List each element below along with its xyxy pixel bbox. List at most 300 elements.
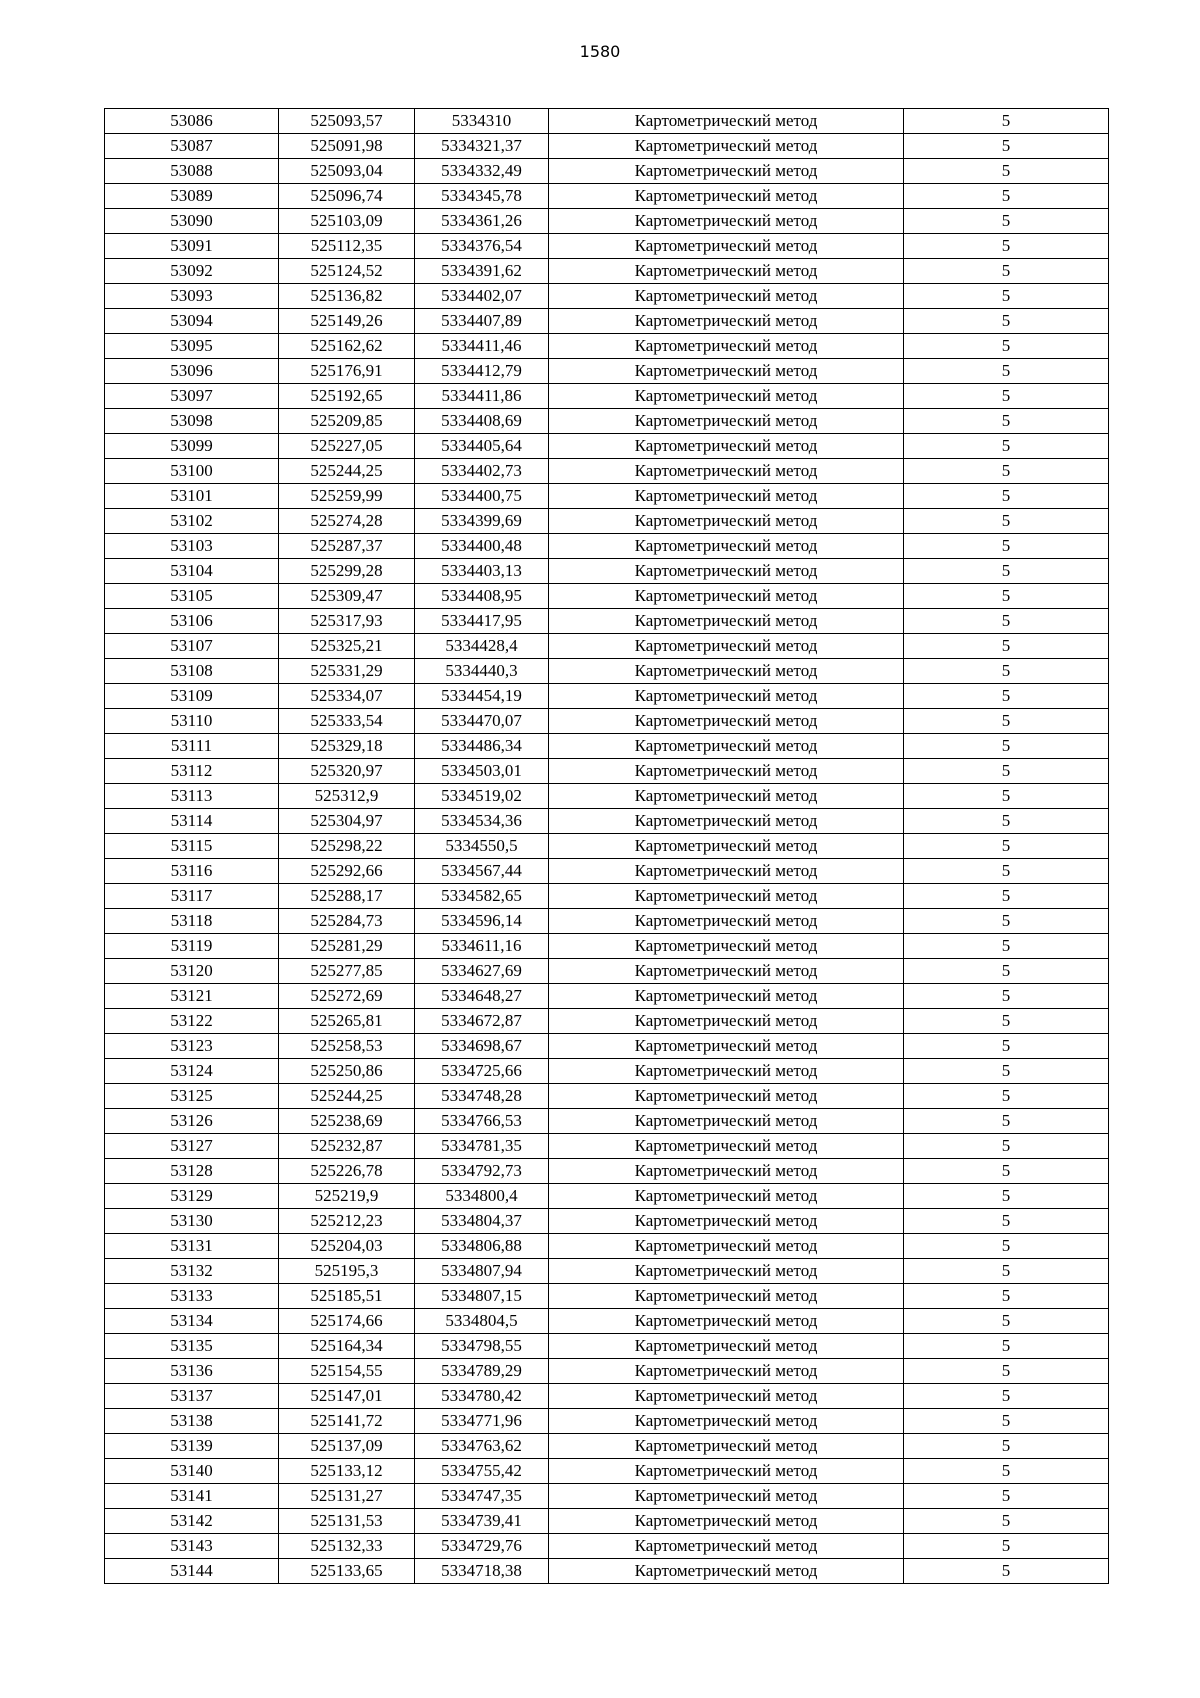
x-coordinate-cell: 525091,98 <box>279 134 415 159</box>
x-coordinate-cell: 525258,53 <box>279 1034 415 1059</box>
accuracy-cell: 5 <box>904 259 1109 284</box>
y-coordinate-cell: 5334804,5 <box>415 1309 549 1334</box>
x-coordinate-cell: 525250,86 <box>279 1059 415 1084</box>
y-coordinate-cell: 5334399,69 <box>415 509 549 534</box>
y-coordinate-cell: 5334627,69 <box>415 959 549 984</box>
point-number-cell: 53140 <box>105 1459 279 1484</box>
table-row <box>105 1084 1109 1109</box>
method-cell: Картометрический метод <box>549 1009 904 1034</box>
method-cell: Картометрический метод <box>549 1059 904 1084</box>
point-number-cell: 53124 <box>105 1059 279 1084</box>
table-row <box>105 684 1109 709</box>
y-coordinate-cell: 5334407,89 <box>415 309 549 334</box>
y-coordinate-cell: 5334648,27 <box>415 984 549 1009</box>
x-coordinate-cell: 525284,73 <box>279 909 415 934</box>
x-coordinate-cell: 525209,85 <box>279 409 415 434</box>
method-cell: Картометрический метод <box>549 1134 904 1159</box>
table-row <box>105 309 1109 334</box>
table-row <box>105 209 1109 234</box>
accuracy-cell: 5 <box>904 834 1109 859</box>
y-coordinate-cell: 5334807,94 <box>415 1259 549 1284</box>
method-cell: Картометрический метод <box>549 284 904 309</box>
x-coordinate-cell: 525141,72 <box>279 1409 415 1434</box>
table-row <box>105 1484 1109 1509</box>
y-coordinate-cell: 5334440,3 <box>415 659 549 684</box>
y-coordinate-cell: 5334361,26 <box>415 209 549 234</box>
y-coordinate-cell: 5334400,48 <box>415 534 549 559</box>
table-row <box>105 759 1109 784</box>
x-coordinate-cell: 525287,37 <box>279 534 415 559</box>
accuracy-cell: 5 <box>904 1209 1109 1234</box>
x-coordinate-cell: 525227,05 <box>279 434 415 459</box>
accuracy-cell: 5 <box>904 509 1109 534</box>
x-coordinate-cell: 525192,65 <box>279 384 415 409</box>
accuracy-cell: 5 <box>904 1109 1109 1134</box>
table-row <box>105 1159 1109 1184</box>
x-coordinate-cell: 525131,27 <box>279 1484 415 1509</box>
accuracy-cell: 5 <box>904 434 1109 459</box>
accuracy-cell: 5 <box>904 984 1109 1009</box>
point-number-cell: 53089 <box>105 184 279 209</box>
table-row <box>105 834 1109 859</box>
coordinates-table-container <box>104 108 1108 1584</box>
table-row <box>105 1559 1109 1584</box>
method-cell: Картометрический метод <box>549 609 904 634</box>
method-cell: Картометрический метод <box>549 1334 904 1359</box>
y-coordinate-cell: 5334789,29 <box>415 1359 549 1384</box>
x-coordinate-cell: 525185,51 <box>279 1284 415 1309</box>
method-cell: Картометрический метод <box>549 1159 904 1184</box>
accuracy-cell: 5 <box>904 1409 1109 1434</box>
accuracy-cell: 5 <box>904 884 1109 909</box>
y-coordinate-cell: 5334503,01 <box>415 759 549 784</box>
x-coordinate-cell: 525259,99 <box>279 484 415 509</box>
accuracy-cell: 5 <box>904 459 1109 484</box>
accuracy-cell: 5 <box>904 1359 1109 1384</box>
method-cell: Картометрический метод <box>549 509 904 534</box>
accuracy-cell: 5 <box>904 659 1109 684</box>
coordinates-table <box>104 108 1109 1584</box>
x-coordinate-cell: 525317,93 <box>279 609 415 634</box>
accuracy-cell: 5 <box>904 384 1109 409</box>
table-row <box>105 1534 1109 1559</box>
point-number-cell: 53098 <box>105 409 279 434</box>
method-cell: Картометрический метод <box>549 1034 904 1059</box>
method-cell: Картометрический метод <box>549 159 904 184</box>
y-coordinate-cell: 5334550,5 <box>415 834 549 859</box>
accuracy-cell: 5 <box>904 1084 1109 1109</box>
method-cell: Картометрический метод <box>549 884 904 909</box>
accuracy-cell: 5 <box>904 309 1109 334</box>
method-cell: Картометрический метод <box>549 1309 904 1334</box>
accuracy-cell: 5 <box>904 1509 1109 1534</box>
point-number-cell: 53132 <box>105 1259 279 1284</box>
method-cell: Картометрический метод <box>549 1459 904 1484</box>
x-coordinate-cell: 525334,07 <box>279 684 415 709</box>
method-cell: Картометрический метод <box>549 859 904 884</box>
y-coordinate-cell: 5334411,86 <box>415 384 549 409</box>
table-row <box>105 559 1109 584</box>
y-coordinate-cell: 5334766,53 <box>415 1109 549 1134</box>
accuracy-cell: 5 <box>904 1434 1109 1459</box>
y-coordinate-cell: 5334376,54 <box>415 234 549 259</box>
method-cell: Картометрический метод <box>549 1184 904 1209</box>
table-row <box>105 1059 1109 1084</box>
point-number-cell: 53097 <box>105 384 279 409</box>
accuracy-cell: 5 <box>904 1459 1109 1484</box>
method-cell: Картометрический метод <box>549 1109 904 1134</box>
y-coordinate-cell: 5334454,19 <box>415 684 549 709</box>
method-cell: Картометрический метод <box>549 959 904 984</box>
method-cell: Картометрический метод <box>549 984 904 1009</box>
method-cell: Картометрический метод <box>549 334 904 359</box>
x-coordinate-cell: 525265,81 <box>279 1009 415 1034</box>
point-number-cell: 53110 <box>105 709 279 734</box>
point-number-cell: 53101 <box>105 484 279 509</box>
y-coordinate-cell: 5334417,95 <box>415 609 549 634</box>
y-coordinate-cell: 5334755,42 <box>415 1459 549 1484</box>
y-coordinate-cell: 5334486,34 <box>415 734 549 759</box>
table-row <box>105 134 1109 159</box>
table-row <box>105 1259 1109 1284</box>
accuracy-cell: 5 <box>904 859 1109 884</box>
method-cell: Картометрический метод <box>549 709 904 734</box>
table-row <box>105 884 1109 909</box>
x-coordinate-cell: 525244,25 <box>279 459 415 484</box>
method-cell: Картометрический метод <box>549 1359 904 1384</box>
y-coordinate-cell: 5334763,62 <box>415 1434 549 1459</box>
table-row <box>105 584 1109 609</box>
method-cell: Картометрический метод <box>549 784 904 809</box>
method-cell: Картометрический метод <box>549 584 904 609</box>
y-coordinate-cell: 5334567,44 <box>415 859 549 884</box>
x-coordinate-cell: 525299,28 <box>279 559 415 584</box>
accuracy-cell: 5 <box>904 609 1109 634</box>
x-coordinate-cell: 525133,12 <box>279 1459 415 1484</box>
method-cell: Картометрический метод <box>549 1534 904 1559</box>
point-number-cell: 53118 <box>105 909 279 934</box>
method-cell: Картометрический метод <box>549 934 904 959</box>
x-coordinate-cell: 525093,04 <box>279 159 415 184</box>
y-coordinate-cell: 5334470,07 <box>415 709 549 734</box>
method-cell: Картометрический метод <box>549 1084 904 1109</box>
point-number-cell: 53094 <box>105 309 279 334</box>
table-row <box>105 984 1109 1009</box>
table-row <box>105 784 1109 809</box>
accuracy-cell: 5 <box>904 584 1109 609</box>
method-cell: Картометрический метод <box>549 1409 904 1434</box>
y-coordinate-cell: 5334804,37 <box>415 1209 549 1234</box>
table-row <box>105 534 1109 559</box>
table-row <box>105 284 1109 309</box>
table-row <box>105 1434 1109 1459</box>
y-coordinate-cell: 5334611,16 <box>415 934 549 959</box>
x-coordinate-cell: 525096,74 <box>279 184 415 209</box>
accuracy-cell: 5 <box>904 534 1109 559</box>
table-row <box>105 509 1109 534</box>
accuracy-cell: 5 <box>904 1034 1109 1059</box>
point-number-cell: 53144 <box>105 1559 279 1584</box>
x-coordinate-cell: 525244,25 <box>279 1084 415 1109</box>
table-row <box>105 734 1109 759</box>
point-number-cell: 53096 <box>105 359 279 384</box>
point-number-cell: 53135 <box>105 1334 279 1359</box>
method-cell: Картометрический метод <box>549 184 904 209</box>
method-cell: Картометрический метод <box>549 759 904 784</box>
accuracy-cell: 5 <box>904 959 1109 984</box>
accuracy-cell: 5 <box>904 109 1109 134</box>
point-number-cell: 53123 <box>105 1034 279 1059</box>
point-number-cell: 53100 <box>105 459 279 484</box>
accuracy-cell: 5 <box>904 684 1109 709</box>
y-coordinate-cell: 5334408,69 <box>415 409 549 434</box>
method-cell: Картометрический метод <box>549 234 904 259</box>
method-cell: Картометрический метод <box>549 409 904 434</box>
method-cell: Картометрический метод <box>549 1484 904 1509</box>
point-number-cell: 53134 <box>105 1309 279 1334</box>
y-coordinate-cell: 5334403,13 <box>415 559 549 584</box>
y-coordinate-cell: 5334807,15 <box>415 1284 549 1309</box>
point-number-cell: 53120 <box>105 959 279 984</box>
accuracy-cell: 5 <box>904 734 1109 759</box>
table-row <box>105 409 1109 434</box>
point-number-cell: 53130 <box>105 1209 279 1234</box>
point-number-cell: 53104 <box>105 559 279 584</box>
point-number-cell: 53087 <box>105 134 279 159</box>
x-coordinate-cell: 525281,29 <box>279 934 415 959</box>
table-row <box>105 234 1109 259</box>
x-coordinate-cell: 525132,33 <box>279 1534 415 1559</box>
y-coordinate-cell: 5334402,73 <box>415 459 549 484</box>
point-number-cell: 53131 <box>105 1234 279 1259</box>
table-row <box>105 459 1109 484</box>
y-coordinate-cell: 5334408,95 <box>415 584 549 609</box>
method-cell: Картометрический метод <box>549 834 904 859</box>
method-cell: Картометрический метод <box>549 634 904 659</box>
point-number-cell: 53092 <box>105 259 279 284</box>
method-cell: Картометрический метод <box>549 209 904 234</box>
point-number-cell: 53114 <box>105 809 279 834</box>
x-coordinate-cell: 525325,21 <box>279 634 415 659</box>
table-body <box>105 109 1109 1584</box>
table-row <box>105 109 1109 134</box>
table-row <box>105 1284 1109 1309</box>
y-coordinate-cell: 5334698,67 <box>415 1034 549 1059</box>
accuracy-cell: 5 <box>904 1159 1109 1184</box>
point-number-cell: 53117 <box>105 884 279 909</box>
x-coordinate-cell: 525131,53 <box>279 1509 415 1534</box>
accuracy-cell: 5 <box>904 359 1109 384</box>
x-coordinate-cell: 525320,97 <box>279 759 415 784</box>
table-row <box>105 484 1109 509</box>
x-coordinate-cell: 525312,9 <box>279 784 415 809</box>
accuracy-cell: 5 <box>904 209 1109 234</box>
method-cell: Картометрический метод <box>549 259 904 284</box>
table-row <box>105 1234 1109 1259</box>
x-coordinate-cell: 525162,62 <box>279 334 415 359</box>
y-coordinate-cell: 5334519,02 <box>415 784 549 809</box>
point-number-cell: 53093 <box>105 284 279 309</box>
y-coordinate-cell: 5334411,46 <box>415 334 549 359</box>
point-number-cell: 53109 <box>105 684 279 709</box>
table-row <box>105 859 1109 884</box>
table-row <box>105 709 1109 734</box>
point-number-cell: 53111 <box>105 734 279 759</box>
point-number-cell: 53127 <box>105 1134 279 1159</box>
accuracy-cell: 5 <box>904 759 1109 784</box>
method-cell: Картометрический метод <box>549 484 904 509</box>
y-coordinate-cell: 5334798,55 <box>415 1334 549 1359</box>
table-row <box>105 1134 1109 1159</box>
table-row <box>105 1384 1109 1409</box>
method-cell: Картометрический метод <box>549 1509 904 1534</box>
accuracy-cell: 5 <box>904 634 1109 659</box>
table-row <box>105 1334 1109 1359</box>
table-row <box>105 259 1109 284</box>
x-coordinate-cell: 525176,91 <box>279 359 415 384</box>
accuracy-cell: 5 <box>904 1184 1109 1209</box>
point-number-cell: 53113 <box>105 784 279 809</box>
table-row <box>105 1309 1109 1334</box>
point-number-cell: 53115 <box>105 834 279 859</box>
accuracy-cell: 5 <box>904 1059 1109 1084</box>
method-cell: Картометрический метод <box>549 1434 904 1459</box>
point-number-cell: 53143 <box>105 1534 279 1559</box>
point-number-cell: 53090 <box>105 209 279 234</box>
method-cell: Картометрический метод <box>549 109 904 134</box>
accuracy-cell: 5 <box>904 1559 1109 1584</box>
table-row <box>105 609 1109 634</box>
x-coordinate-cell: 525154,55 <box>279 1359 415 1384</box>
table-row <box>105 659 1109 684</box>
accuracy-cell: 5 <box>904 709 1109 734</box>
y-coordinate-cell: 5334321,37 <box>415 134 549 159</box>
y-coordinate-cell: 5334672,87 <box>415 1009 549 1034</box>
y-coordinate-cell: 5334345,78 <box>415 184 549 209</box>
point-number-cell: 53086 <box>105 109 279 134</box>
x-coordinate-cell: 525238,69 <box>279 1109 415 1134</box>
x-coordinate-cell: 525232,87 <box>279 1134 415 1159</box>
accuracy-cell: 5 <box>904 1534 1109 1559</box>
y-coordinate-cell: 5334596,14 <box>415 909 549 934</box>
method-cell: Картометрический метод <box>549 684 904 709</box>
method-cell: Картометрический метод <box>549 134 904 159</box>
y-coordinate-cell: 5334405,64 <box>415 434 549 459</box>
x-coordinate-cell: 525195,3 <box>279 1259 415 1284</box>
x-coordinate-cell: 525212,23 <box>279 1209 415 1234</box>
x-coordinate-cell: 525136,82 <box>279 284 415 309</box>
x-coordinate-cell: 525137,09 <box>279 1434 415 1459</box>
accuracy-cell: 5 <box>904 184 1109 209</box>
x-coordinate-cell: 525288,17 <box>279 884 415 909</box>
method-cell: Картометрический метод <box>549 534 904 559</box>
table-row <box>105 1109 1109 1134</box>
table-row <box>105 334 1109 359</box>
table-row <box>105 934 1109 959</box>
point-number-cell: 53136 <box>105 1359 279 1384</box>
y-coordinate-cell: 5334582,65 <box>415 884 549 909</box>
x-coordinate-cell: 525272,69 <box>279 984 415 1009</box>
point-number-cell: 53112 <box>105 759 279 784</box>
accuracy-cell: 5 <box>904 1309 1109 1334</box>
point-number-cell: 53119 <box>105 934 279 959</box>
accuracy-cell: 5 <box>904 234 1109 259</box>
y-coordinate-cell: 5334718,38 <box>415 1559 549 1584</box>
accuracy-cell: 5 <box>904 934 1109 959</box>
method-cell: Картометрический метод <box>549 1384 904 1409</box>
x-coordinate-cell: 525133,65 <box>279 1559 415 1584</box>
point-number-cell: 53133 <box>105 1284 279 1309</box>
y-coordinate-cell: 5334792,73 <box>415 1159 549 1184</box>
point-number-cell: 53122 <box>105 1009 279 1034</box>
point-number-cell: 53126 <box>105 1109 279 1134</box>
accuracy-cell: 5 <box>904 334 1109 359</box>
table-row <box>105 1209 1109 1234</box>
x-coordinate-cell: 525124,52 <box>279 259 415 284</box>
accuracy-cell: 5 <box>904 409 1109 434</box>
y-coordinate-cell: 5334412,79 <box>415 359 549 384</box>
point-number-cell: 53102 <box>105 509 279 534</box>
y-coordinate-cell: 5334428,4 <box>415 634 549 659</box>
table-row <box>105 359 1109 384</box>
point-number-cell: 53091 <box>105 234 279 259</box>
point-number-cell: 53137 <box>105 1384 279 1409</box>
method-cell: Картометрический метод <box>549 909 904 934</box>
accuracy-cell: 5 <box>904 784 1109 809</box>
point-number-cell: 53142 <box>105 1509 279 1534</box>
x-coordinate-cell: 525093,57 <box>279 109 415 134</box>
method-cell: Картометрический метод <box>549 434 904 459</box>
point-number-cell: 53099 <box>105 434 279 459</box>
accuracy-cell: 5 <box>904 909 1109 934</box>
method-cell: Картометрический метод <box>549 559 904 584</box>
x-coordinate-cell: 525329,18 <box>279 734 415 759</box>
point-number-cell: 53103 <box>105 534 279 559</box>
method-cell: Картометрический метод <box>549 1259 904 1284</box>
x-coordinate-cell: 525204,03 <box>279 1234 415 1259</box>
point-number-cell: 53106 <box>105 609 279 634</box>
accuracy-cell: 5 <box>904 1384 1109 1409</box>
method-cell: Картометрический метод <box>549 1559 904 1584</box>
accuracy-cell: 5 <box>904 159 1109 184</box>
point-number-cell: 53139 <box>105 1434 279 1459</box>
page-number: 1580 <box>579 42 621 61</box>
point-number-cell: 53141 <box>105 1484 279 1509</box>
table-row <box>105 1409 1109 1434</box>
method-cell: Картометрический метод <box>549 809 904 834</box>
y-coordinate-cell: 5334725,66 <box>415 1059 549 1084</box>
x-coordinate-cell: 525103,09 <box>279 209 415 234</box>
point-number-cell: 53128 <box>105 1159 279 1184</box>
table-row <box>105 1184 1109 1209</box>
accuracy-cell: 5 <box>904 1234 1109 1259</box>
table-row <box>105 1459 1109 1484</box>
table-row <box>105 1509 1109 1534</box>
table-row <box>105 634 1109 659</box>
method-cell: Картометрический метод <box>549 1284 904 1309</box>
accuracy-cell: 5 <box>904 1134 1109 1159</box>
accuracy-cell: 5 <box>904 559 1109 584</box>
y-coordinate-cell: 5334771,96 <box>415 1409 549 1434</box>
accuracy-cell: 5 <box>904 1334 1109 1359</box>
point-number-cell: 53107 <box>105 634 279 659</box>
y-coordinate-cell: 5334747,35 <box>415 1484 549 1509</box>
table-row <box>105 1009 1109 1034</box>
table-row <box>105 909 1109 934</box>
x-coordinate-cell: 525226,78 <box>279 1159 415 1184</box>
y-coordinate-cell: 5334310 <box>415 109 549 134</box>
x-coordinate-cell: 525147,01 <box>279 1384 415 1409</box>
